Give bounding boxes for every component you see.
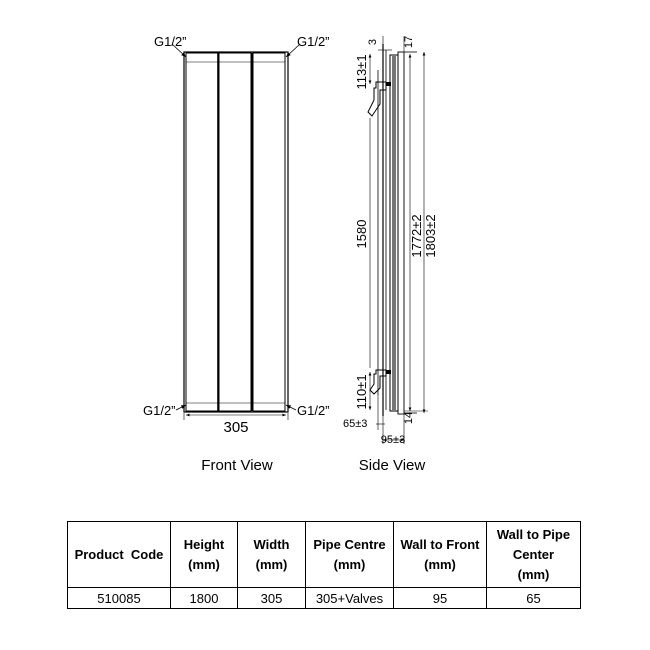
- dim-top-gap: 3: [367, 38, 379, 46]
- front-view-title: Front View: [201, 457, 273, 474]
- table-row: [68, 588, 581, 609]
- cell-product-code: 510085: [68, 588, 171, 609]
- dim-bottom-bracket: 110±1: [354, 374, 369, 410]
- table-header-row: [68, 522, 581, 588]
- header-wall-to-pipe: Wall to Pipe Center (mm): [487, 522, 581, 588]
- dim-bottom-depth: 14: [403, 411, 415, 425]
- radiator-front-outline: [184, 52, 288, 412]
- front-view: [143, 34, 330, 474]
- header-wall-to-front: Wall to Front (mm): [394, 522, 487, 588]
- side-view-title: Side View: [358, 457, 426, 474]
- header-product-code: Product Code: [68, 522, 171, 588]
- side-view: [343, 36, 438, 474]
- dim-bracket-spacing: 1580: [354, 219, 369, 249]
- dim-depth-top: 17: [403, 35, 415, 49]
- port-label-bottom-right: G1/2”: [297, 403, 330, 418]
- dim-overall-height: 1803±2: [423, 214, 438, 258]
- top-wall-bracket: [368, 82, 391, 116]
- width-dimension-label: 305: [223, 419, 249, 436]
- port-label-bottom-left: G1/2”: [143, 403, 176, 418]
- cell-height: 1800: [171, 588, 238, 609]
- port-label-top-left: G1/2”: [154, 34, 187, 49]
- dim-pipe-centre: 65±3: [343, 418, 368, 430]
- header-pipe-centre: Pipe Centre (mm): [306, 522, 394, 588]
- cell-pipe-centre: 305+Valves: [306, 588, 394, 609]
- dim-wall-to-front: 95±3: [380, 434, 406, 446]
- dim-top-bracket: 113±1: [354, 54, 369, 90]
- port-label-top-right: G1/2”: [297, 34, 330, 49]
- specification-table: [67, 521, 581, 609]
- cell-wall-to-pipe: 65: [487, 588, 581, 609]
- cell-wall-to-front: 95: [394, 588, 487, 609]
- radiator-panel-left: [186, 53, 218, 411]
- header-width: Width (mm): [238, 522, 306, 588]
- cell-width: 305: [238, 588, 306, 609]
- radiator-panel-middle: [219, 53, 251, 411]
- dim-body-height: 1772±2: [409, 214, 424, 258]
- header-height: Height (mm): [171, 522, 238, 588]
- radiator-panel-right: [253, 53, 285, 411]
- bottom-wall-bracket: [370, 370, 391, 394]
